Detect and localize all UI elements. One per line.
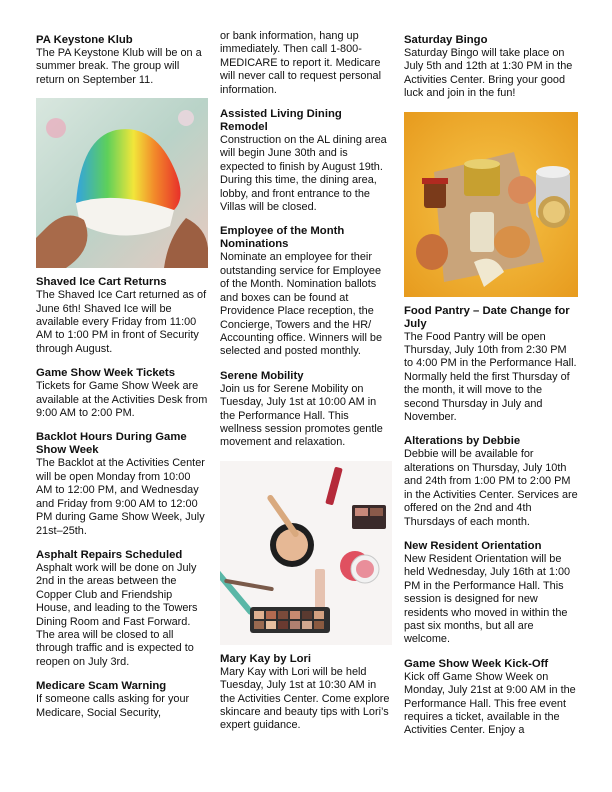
article-body: Construction on the AL dining area will begin June 30th and is expected to finish by August 19th. During this time, the dining area, lobby, and front entrance to the Villas will be closed. — [220, 134, 387, 214]
makeup-products-photo — [220, 461, 392, 645]
article-medicare-scam — [36, 680, 208, 720]
article-shaved-ice-cart — [36, 276, 208, 356]
article-title: Shaved Ice Cart Returns — [36, 276, 167, 289]
article-body: Debbie will be available for alterations on Thursday, July 10th and 24th from 1:00 PM to 2:00 PM in the Activities Center. Services are offered on the 2nd and 4th Thursdays of each month. — [404, 448, 578, 528]
article-title: Employee of the Month Nominations — [220, 225, 345, 251]
article-title: Game Show Week Tickets — [36, 367, 175, 380]
grocery-bag-photo — [404, 112, 578, 297]
article-food-pantry — [404, 305, 578, 425]
article-body: Kick off Game Show Week on Monday, July 21st at 9:00 AM in the Performance Hall. This free event requires a ticket, available in the Activities Center. Enjoy a — [404, 670, 576, 737]
shaved-ice-illustration — [36, 98, 208, 268]
article-title: Alterations by Debbie — [404, 435, 521, 448]
article-alterations — [404, 435, 578, 528]
article-title: Game Show Week Kick-Off — [404, 657, 549, 670]
article-title: Mary Kay by Lori — [220, 652, 312, 665]
article-title: Serene Mobility — [220, 369, 304, 382]
article-title: Medicare Scam Warning — [36, 680, 167, 693]
column-3 — [404, 34, 578, 749]
article-mary-kay — [220, 653, 392, 733]
article-body: The PA Keystone Klub will be on a summer break. The group will return on September 11. — [36, 47, 202, 86]
article-game-show-kickoff — [404, 658, 578, 738]
article-body: or bank information, hang up immediately. Then call 1-800-MEDICARE to report it. Medicare will never call to request personal information. — [220, 30, 382, 96]
article-body: Saturday Bingo will take place on July 5th and 12th at 1:30 PM in the Activities Center. Bring your good luck and join in the fun! — [404, 47, 573, 100]
article-body: If someone calls asking for your Medicare, Social Security, — [36, 693, 190, 719]
article-body: The Backlot at the Activities Center will be open Monday from 10:00 AM to 12:00 PM, and Wednesday and Friday from 9:00 AM to 12:00 PM during Game Show Week, July 21st–25th. — [36, 457, 205, 537]
column-1 — [36, 34, 208, 731]
article-body: Tickets for Game Show Week are available at the Activities Desk from 9:00 AM to 2:00 PM. — [36, 380, 208, 420]
grocery-illustration — [404, 112, 578, 297]
article-title: New Resident Orientation — [404, 539, 542, 552]
article-body: The Shaved Ice Cart returned as of June 6th! Shaved Ice will be available every Friday from 11:00 AM to 1:00 PM in front of Security through August. — [36, 289, 207, 355]
article-title: Asphalt Repairs Scheduled — [36, 548, 183, 561]
article-asphalt-repairs — [36, 549, 208, 669]
article-dining-remodel — [220, 108, 392, 214]
article-body: Mary Kay with Lori will be held Tuesday, July 1st at 10:30 AM in the Activities Center. Come explore skincare and beauty tips with Lori’s expert guidance. — [220, 665, 390, 732]
article-body: New Resident Orientation will be held Wednesday, July 16th at 1:00 PM in the Performance Hall. This session is designed for new residents who moved in within the past six months, but all are welcome. — [404, 552, 571, 646]
article-employee-of-month — [220, 225, 392, 358]
article-title: Saturday Bingo — [404, 34, 488, 46]
article-game-show-tickets — [36, 367, 208, 420]
makeup-illustration — [220, 461, 392, 645]
article-title: Assisted Living Dining Remodel — [220, 108, 342, 134]
article-backlot-hours — [36, 431, 208, 537]
article-title: Backlot Hours During Game Show Week — [36, 431, 187, 457]
article-new-resident-orientation — [404, 540, 578, 647]
article-title: Food Pantry – Date Change for July — [404, 304, 570, 330]
article-body: Join us for Serene Mobility on Tuesday, July 1st at 10:00 AM in the Performance Hall. This wellness session promotes gentle movement and relaxation. — [220, 382, 383, 449]
article-saturday-bingo — [404, 34, 578, 101]
column-2 — [220, 30, 392, 744]
article-serene-mobility — [220, 370, 392, 450]
article-body: Asphalt work will be done on July 2nd in the areas between the Copper Club and Friendship House, and leading to the Towers Dining Room and Fast Forward. The area will be closed to all through traffic and is expected to reopen on July 3rd. — [36, 561, 198, 668]
article-title: PA Keystone Klub — [36, 34, 133, 46]
article-body: The Food Pantry will be open Thursday, July 10th from 2:30 PM to 4:00 PM in the Performance Hall. Normally held the first Thursday of the month, it will move to the second Thursday in July and November. — [404, 330, 577, 424]
article-medicare-scam-continued — [220, 30, 392, 97]
article-pa-keystone-klub — [36, 34, 208, 87]
shaved-ice-photo — [36, 98, 208, 268]
article-body: Nominate an employee for their outstanding service for Employee of the Month. Nomination ballots and boxes can be found at Providence Place reception, the Concierge, Towers and the HR/ Accounting office. Winners will be selected and posted monthly. — [220, 251, 383, 358]
